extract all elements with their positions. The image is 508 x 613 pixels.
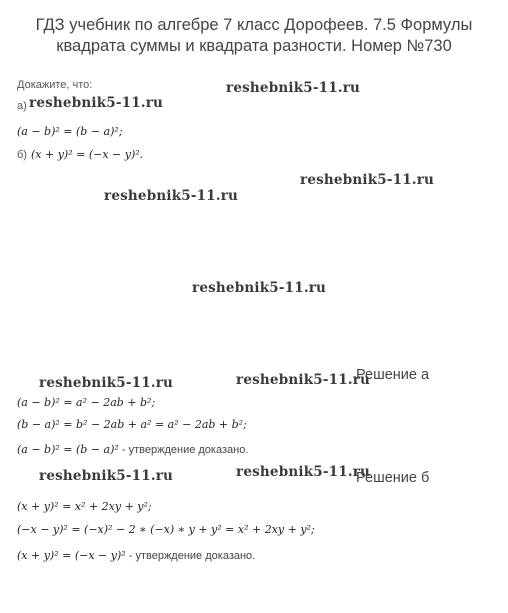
watermark: reshebnik5-11.ru bbox=[300, 172, 435, 188]
solution-b-line-3 bbox=[17, 546, 255, 564]
solution-b-heading: Решение б bbox=[356, 470, 430, 486]
watermark: reshebnik5-11.ru bbox=[236, 464, 371, 480]
page-title-line-1: ГДЗ учебник по алгебре 7 класс Дорофеев. 7.5 Формулы bbox=[35, 16, 473, 34]
watermark: reshebnik5-11.ru bbox=[226, 80, 361, 96]
task-a-formula: (a − b)² = (b − a)²; bbox=[17, 125, 123, 138]
watermark: reshebnik5-11.ru bbox=[29, 95, 164, 111]
solution-b-line-3-note: - утверждение доказано. bbox=[125, 550, 256, 562]
task-b-formula: (x + y)² = (−x − y)². bbox=[31, 148, 144, 161]
solution-b-line-1: (x + y)² = x² + 2xy + y²; bbox=[17, 500, 152, 513]
page-title-line-2: квадрата суммы и квадрата разности. Номер №730 bbox=[56, 37, 452, 55]
watermark: reshebnik5-11.ru bbox=[236, 372, 371, 388]
task-b-label: б) bbox=[17, 149, 27, 161]
solution-a-line-3-note: - утверждение доказано. bbox=[118, 444, 249, 456]
solution-b-line-3-formula: (x + y)² = (−x − y)² bbox=[17, 549, 126, 562]
task-intro: Докажите, что: bbox=[17, 79, 93, 91]
solution-b-line-2: (−x − y)² = (−x)² − 2 ∗ (−x) ∗ y + y² = x² + 2xy + y²; bbox=[17, 523, 315, 536]
solution-a-heading: Решение а bbox=[356, 367, 430, 383]
page-title bbox=[0, 15, 508, 57]
solution-a-line-1: (a − b)² = a² − 2ab + b²; bbox=[17, 396, 156, 409]
solution-a-line-2: (b − a)² = b² − 2ab + a² = a² − 2ab + b²; bbox=[17, 418, 247, 431]
watermark: reshebnik5-11.ru bbox=[39, 375, 174, 391]
watermark: reshebnik5-11.ru bbox=[104, 188, 239, 204]
solution-a-line-3-formula: (a − b)² = (b − a)² bbox=[17, 443, 119, 456]
watermark: reshebnik5-11.ru bbox=[192, 280, 327, 296]
watermark: reshebnik5-11.ru bbox=[39, 468, 174, 484]
solution-a-line-3 bbox=[17, 440, 248, 458]
task-a-label: а) bbox=[17, 100, 27, 112]
